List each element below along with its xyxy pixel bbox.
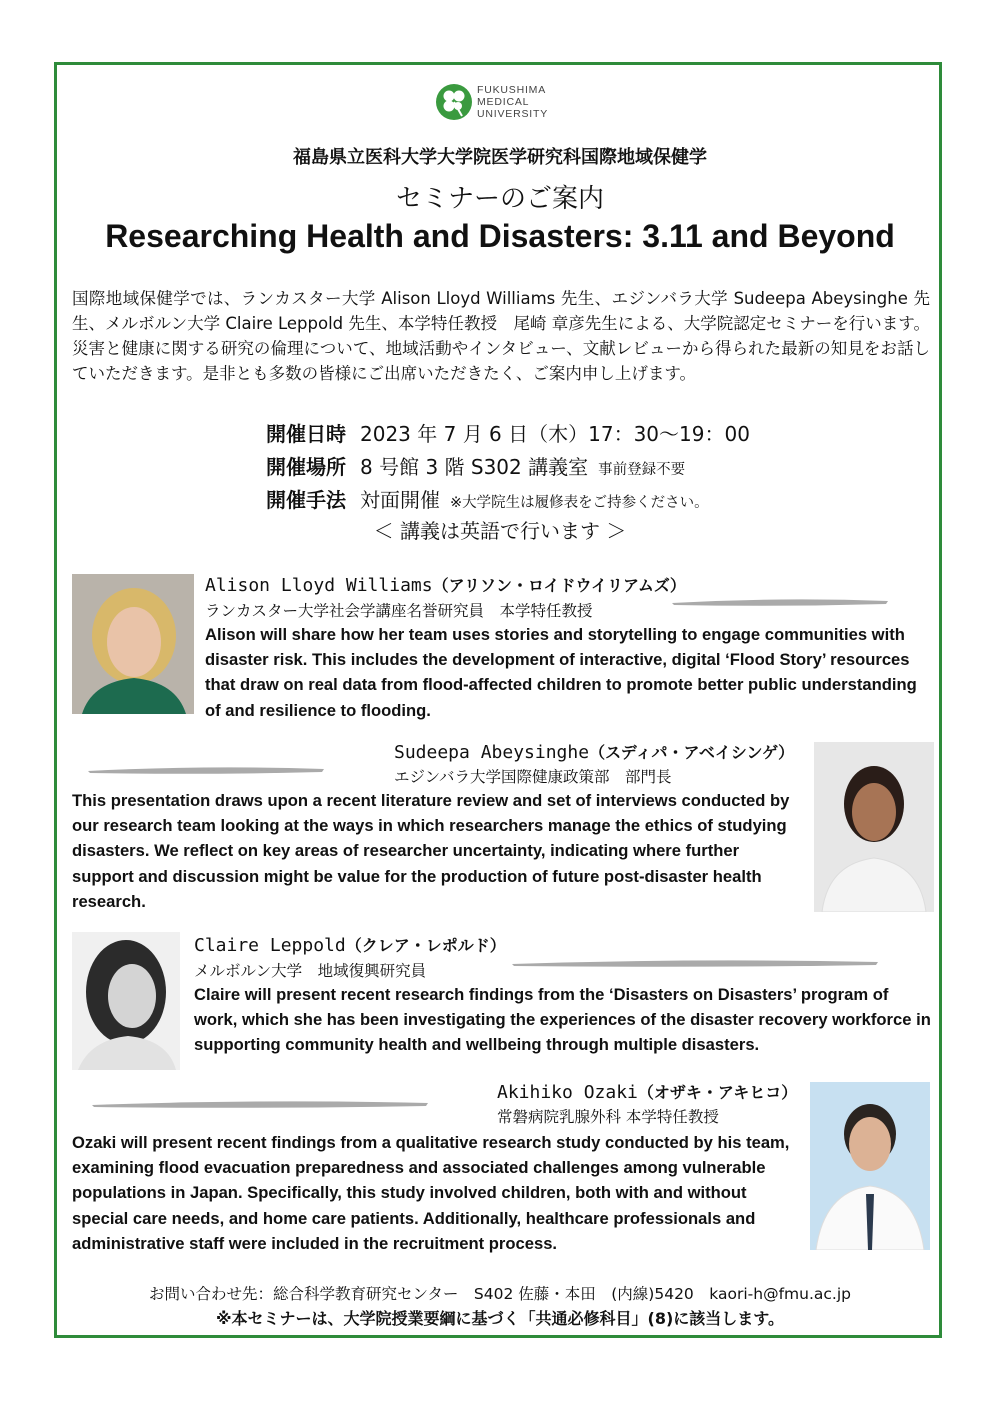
speaker-affiliation-ozaki: 常磐病院乳腺外科 本学特任教授 [497, 1108, 719, 1126]
speaker-photo-ozaki [810, 1082, 930, 1250]
department-heading: 福島県立医科大学大学院医学研究科国際地域保健学 [293, 147, 707, 168]
university-logo-text: FUKUSHIMA MEDICAL UNIVERSITY [477, 84, 549, 120]
date-row: 開催日時 2023 年 7 月 6 日（木）17：30〜19：00 [266, 422, 750, 446]
speaker-name-ozaki: Akihiko Ozaki（オザキ・アキヒコ） [497, 1082, 798, 1103]
speaker-description-alison: Alison will share how her team uses stories and storytelling to engage communities with disaster risk. This includes the development of interactive, digital ‘Flood Story’ resources that draw on real data from flood-affected children to promote better public understanding of and resilience to flooding. [205, 625, 917, 720]
seminar-title: Researching Health and Disasters: 3.11 and Beyond [105, 218, 895, 254]
speaker-affiliation-claire: メルボルン大学 地域復興研究員 [194, 962, 427, 980]
speaker-photo-sudeepa [814, 742, 934, 912]
speaker-name-sudeepa: Sudeepa Abeysinghe（スディパ・アベイシンゲ） [394, 742, 795, 763]
language-note: ＜ 講義は英語で行います ＞ [373, 519, 627, 543]
brush-divider [670, 595, 890, 609]
speaker-description-sudeepa: This presentation draws upon a recent literature review and set of interviews conducted by our research team looking at the ways in which researchers manage the ethics of studying disasters. We reflect on key areas of researcher uncertainty, indicating where further support and discussion might be value for the production of future post-disaster health research. [72, 791, 790, 911]
speaker-name-claire: Claire Leppold（クレア・レポルド） [194, 935, 506, 956]
speaker-description-ozaki: Ozaki will present recent findings from a qualitative research study conducted by his team, examining flood evacuation preparedness and associated challenges among vulnerable populations in Japan. Specifically, this study involved children, both with and without special care needs, and home care patients. Additionally, healthcare professionals and administrative staff were included in the recruitment process. [72, 1133, 790, 1253]
speaker-name-alison: Alison Lloyd Williams（アリソン・ロイドウイリアムズ） [205, 575, 686, 596]
contact-info: お問い合わせ先：総合科学教育研究センター S402 佐藤・本田 (内線)5420 kaori-h@fmu.ac.jp [149, 1285, 851, 1303]
speaker-description-claire: Claire will present recent research findings from the ‘Disasters on Disasters’ program of work, which she has been investigating the experiences of the disaster recovery workforce in supporting community health and wellbeing through multiple disasters. [194, 985, 931, 1055]
speaker-affiliation-sudeepa: エジンバラ大学国際健康政策部 部門長 [394, 768, 672, 786]
brush-divider [86, 763, 326, 777]
speaker-photo-alison [72, 574, 194, 714]
brush-divider [90, 1097, 430, 1111]
course-note: ※本セミナーは、大学院授業要綱に基づく「共通必修科目」(8)に該当します。 [215, 1309, 785, 1328]
speaker-photo-claire [72, 932, 180, 1070]
speaker-affiliation-alison: ランカスター大学社会学講座名誉研究員 本学特任教授 [205, 602, 593, 620]
method-row: 開催手法 対面開催 ※大学院生は履修表をご持参ください。 [266, 488, 709, 512]
place-row: 開催場所 8 号館 3 階 S302 講義室 事前登録不要 [266, 455, 686, 479]
seminar-subtitle: セミナーのご案内 [395, 184, 604, 214]
intro-paragraph: 国際地域保健学では、ランカスター大学 Alison Lloyd Williams 先生、エジンバラ大学 Sudeepa Abeysinghe 先生、メルボルン大学 Claire Leppold 先生、本学特任教授 尾崎 章彦先生による、大学院認定セミナーを行います。災害と健康に関する研究の倫理について、地域活動やインタビュー、文献レビューから得られた最新の知見をお話していただきます。是非とも多数の皆様にご出席いただきたく、ご案内申し上げます。 [72, 289, 930, 383]
brush-divider [510, 956, 880, 970]
